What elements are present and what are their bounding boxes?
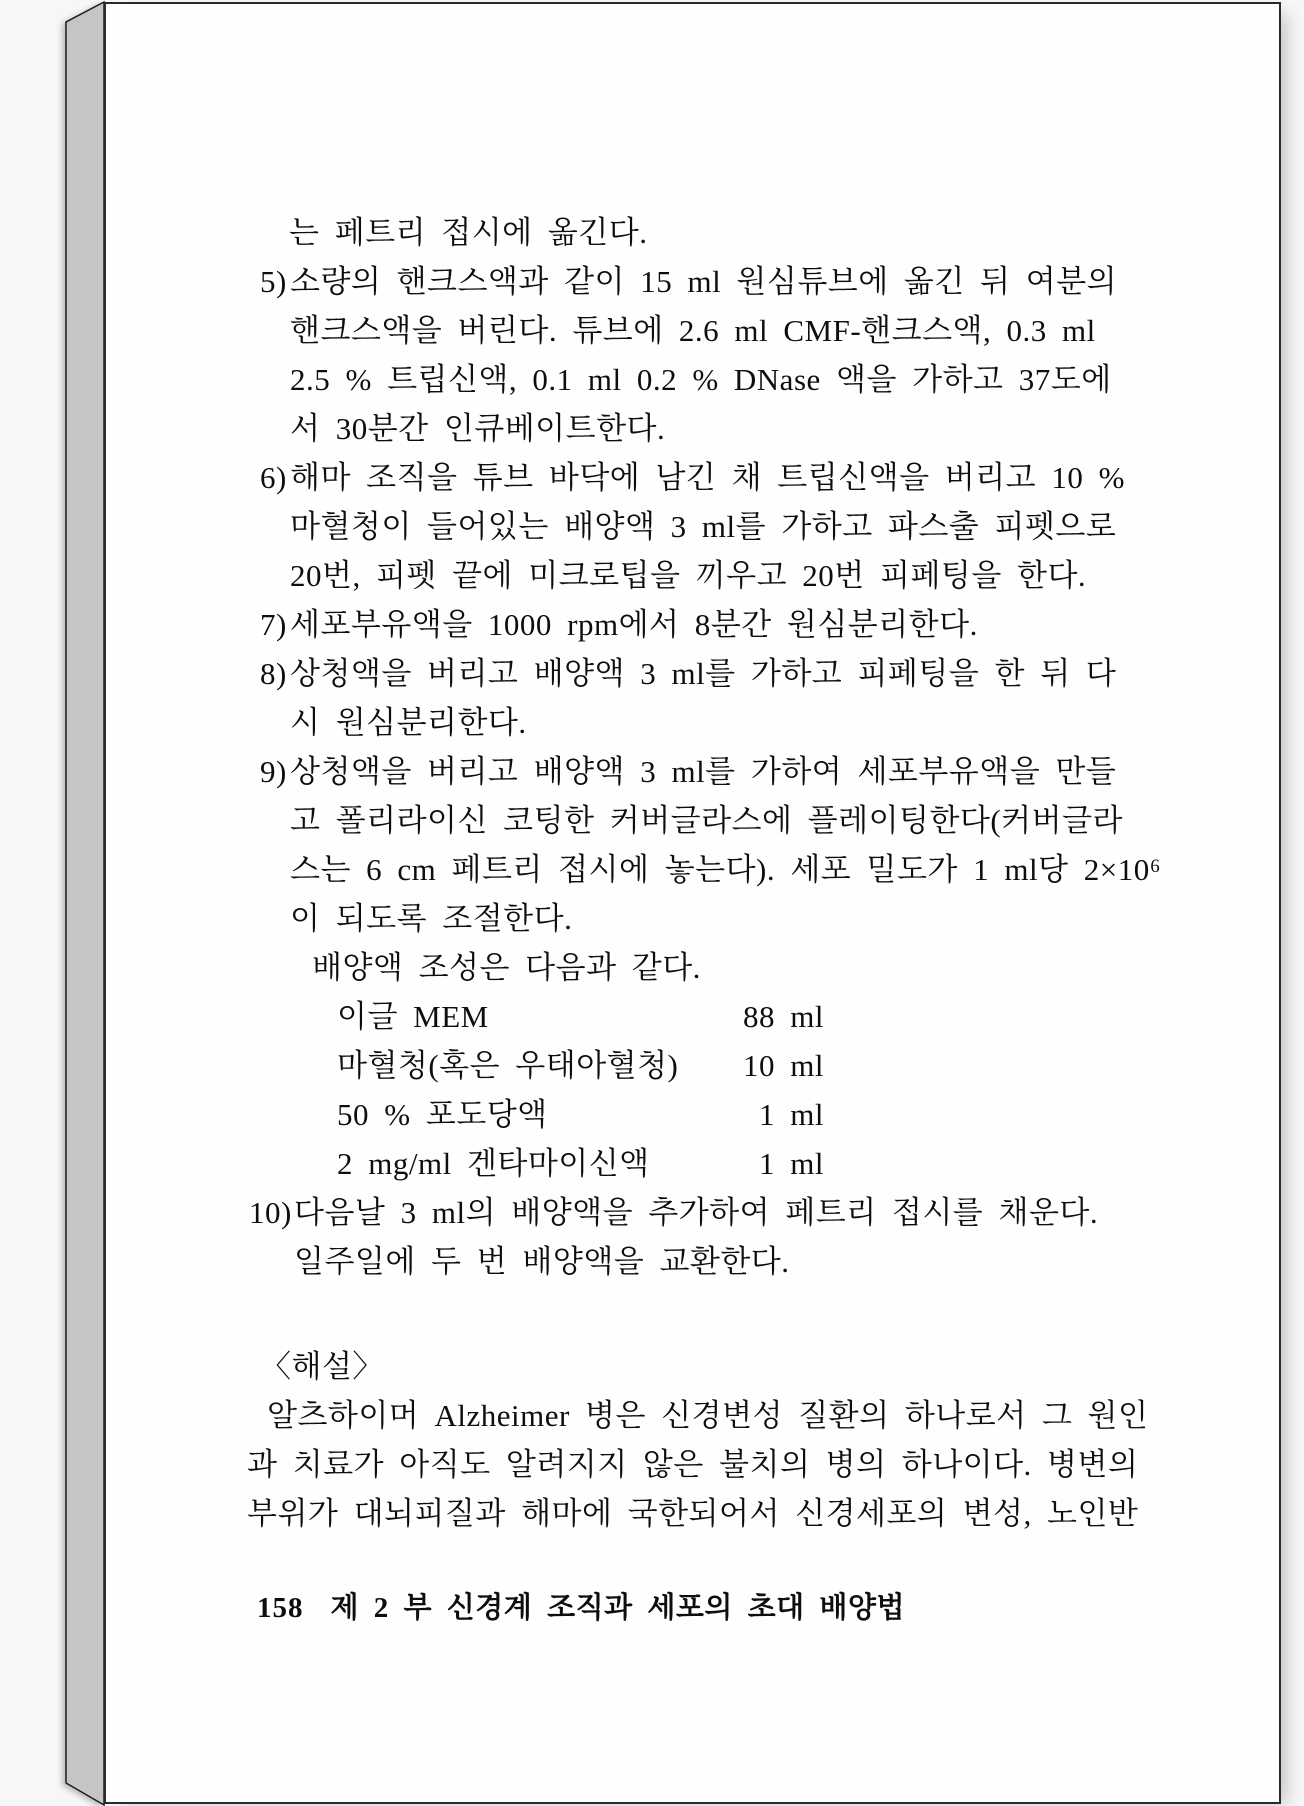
media-row	[106, 1090, 1279, 1139]
step-8	[106, 649, 1279, 747]
page-number: 158	[257, 1592, 304, 1624]
media-amount: 10 ml	[743, 1048, 824, 1083]
step-line: 소량의 핸크스액과 같이 15 ml 원심튜브에 옮긴 뒤 여분의	[290, 264, 1118, 299]
step-line: 20번, 피펫 끝에 미크로팁을 끼우고 20번 피페팅을 한다.	[290, 558, 1087, 593]
commentary-heading: 〈해설〉	[260, 1349, 384, 1384]
media-name: 이글 MEM	[337, 999, 489, 1034]
media-amount: 1 ml	[759, 1097, 824, 1132]
media-name: 마혈청(혹은 우태아혈청)	[337, 1048, 679, 1083]
spine-polygon	[66, 2, 104, 1805]
step-line: 일주일에 두 번 배양액을 교환한다.	[294, 1244, 790, 1279]
step-line: 2.5 % 트립신액, 0.1 ml 0.2 % DNase 액을 가하고 37도에	[290, 362, 1112, 397]
running-section-title: 제 2 부 신경계 조직과 세포의 초대 배양법	[330, 1592, 905, 1624]
step-7	[106, 600, 1279, 649]
step-number: 6)	[260, 460, 287, 495]
step-number: 9)	[260, 754, 287, 789]
step-line: 고 폴리라이신 코팅한 커버글라스에 플레이팅한다(커버글라	[290, 803, 1123, 838]
step-6	[106, 453, 1279, 600]
step-line: 세포부유액을 1000 rpm에서 8분간 원심분리한다.	[290, 607, 978, 642]
commentary-line: 알츠하이머 Alzheimer 병은 신경변성 질환의 하나로서 그 원인	[267, 1398, 1149, 1433]
media-name: 50 % 포도당액	[337, 1097, 548, 1132]
paragraph-continuation-line: 는 페트리 접시에 옮긴다.	[289, 215, 648, 250]
step-line: 해마 조직을 튜브 바닥에 남긴 채 트립신액을 버리고 10 %	[290, 460, 1125, 495]
step-number: 5)	[260, 264, 287, 299]
page-footer	[106, 1584, 1279, 1633]
step-line: 이 되도록 조절한다.	[290, 901, 573, 936]
step-line: 상청액을 버리고 배양액 3 ml를 가하고 피페팅을 한 뒤 다	[290, 656, 1117, 691]
step-number: 7)	[260, 607, 287, 642]
media-row	[106, 1139, 1279, 1188]
step-line: 상청액을 버리고 배양액 3 ml를 가하여 세포부유액을 만들	[290, 754, 1117, 789]
step-line: 시 원심분리한다.	[290, 705, 527, 740]
commentary-line: 과 치료가 아직도 알려지지 않은 불치의 병의 하나이다. 병변의	[247, 1447, 1139, 1482]
page-content	[106, 208, 1279, 1633]
media-composition-title: 배양액 조성은 다음과 같다.	[312, 950, 701, 985]
media-row	[106, 992, 1279, 1041]
step-line: 스는 6 cm 페트리 접시에 놓는다). 세포 밀도가 1 ml당 2×10⁶	[290, 852, 1162, 887]
step-line: 핸크스액을 버린다. 튜브에 2.6 ml CMF-핸크스액, 0.3 ml	[290, 313, 1096, 348]
step-line: 서 30분간 인큐베이트한다.	[290, 411, 666, 446]
step-9	[106, 747, 1279, 943]
commentary-line: 부위가 대뇌피질과 해마에 국한되어서 신경세포의 변성, 노인반	[247, 1496, 1139, 1531]
media-name: 2 mg/ml 겐타마이신액	[337, 1146, 650, 1181]
step-5	[106, 257, 1279, 453]
page	[104, 2, 1281, 1804]
media-row	[106, 1041, 1279, 1090]
step-line: 마혈청이 들어있는 배양액 3 ml를 가하고 파스출 피펫으로	[290, 509, 1117, 544]
media-amount: 88 ml	[743, 999, 824, 1034]
media-amount: 1 ml	[759, 1146, 824, 1181]
step-line: 다음날 3 ml의 배양액을 추가하여 페트리 접시를 채운다.	[294, 1195, 1099, 1230]
step-10	[106, 1188, 1279, 1286]
step-number: 8)	[260, 656, 287, 691]
step-number: 10)	[249, 1195, 292, 1230]
